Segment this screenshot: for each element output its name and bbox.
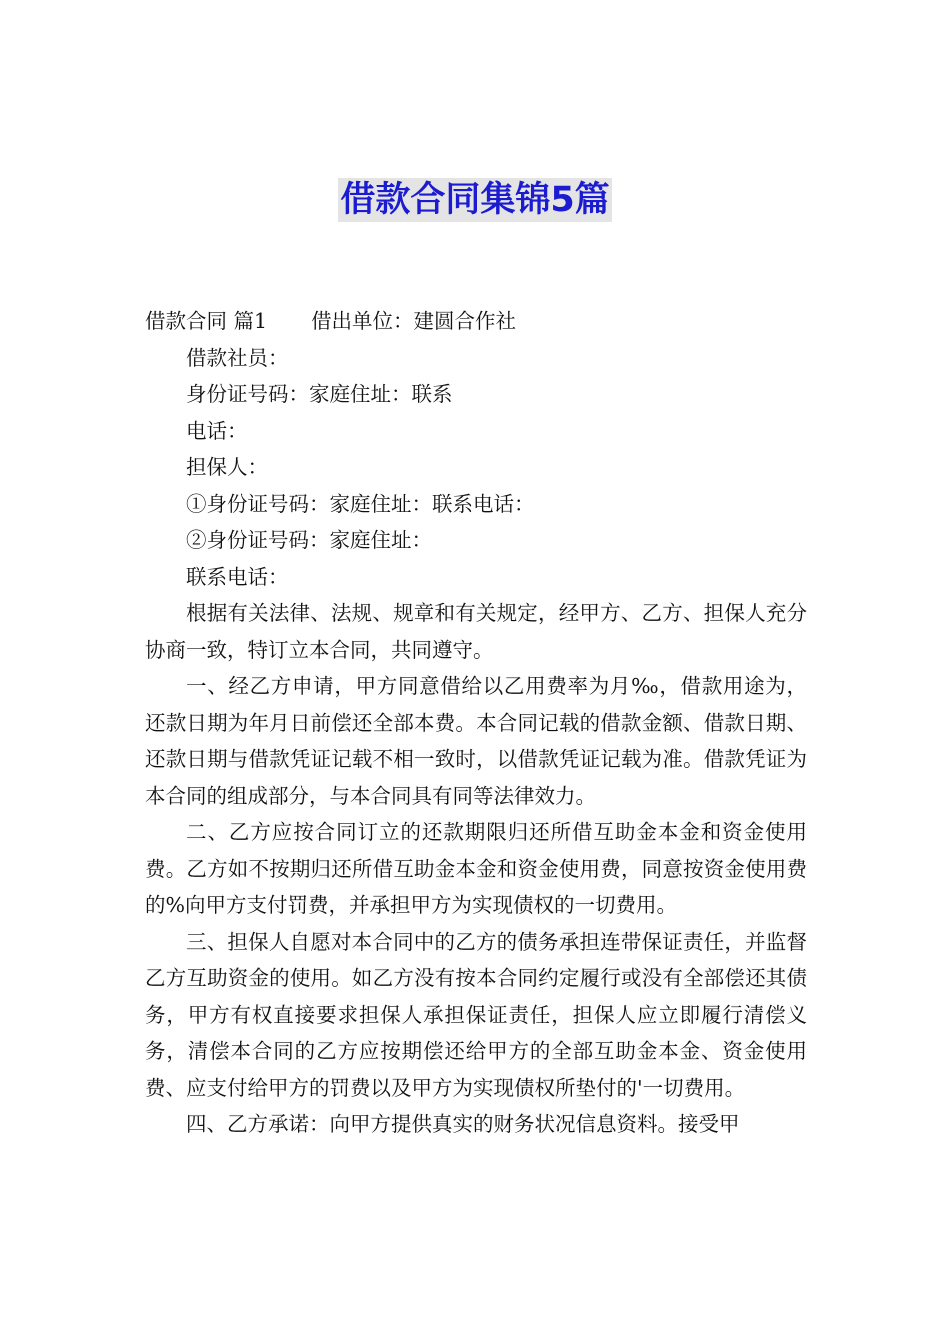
- borrower-line: 借款社员：: [186, 345, 289, 370]
- document-body: [145, 303, 807, 1143]
- page-title-text: 借款合同集锦5篇: [340, 180, 610, 220]
- paragraph-clause-2: 二、乙方应按合同订立的还款期限归还所借互助金本金和资金使用费。乙方如不按期归还所借互助金本金和资金使用费，同意按资金使用费的%向甲方支付罚费，并承担甲方为实现债权的一切费用。: [145, 820, 807, 917]
- id-address-line: 身份证号码：家庭住址：联系: [186, 382, 453, 406]
- guarantor-line: 担保人：: [186, 455, 268, 479]
- phone-line: 电话：: [186, 418, 248, 443]
- guarantor-2-phone-line: 联系电话：: [186, 564, 289, 589]
- section-heading-line: [145, 303, 807, 340]
- section-heading: 借款合同 篇1: [145, 309, 268, 333]
- paragraph-clause-1: 一、经乙方申请，甲方同意借给以乙用费率为月‰，借款用途为，还款日期为年月日前偿还全部本费。本合同记载的借款金额、借款日期、还款日期与借款凭证记载不相一致时，以借款凭证记载为准。借款凭证为本合同的组成部分，与本合同具有同等法律效力。: [145, 674, 807, 808]
- page-title: [0, 176, 950, 224]
- paragraph-clause-4: 四、乙方承诺：向甲方提供真实的财务状况信息资料。接受甲: [186, 1112, 740, 1136]
- paragraph-clause-3: 三、担保人自愿对本合同中的乙方的债务承担连带保证责任，并监督乙方互助资金的使用。如乙方没有按本合同约定履行或没有全部偿还其债务，甲方有权直接要求担保人承担保证责任，担保人应立即履行清偿义务，清偿本合同的乙方应按期偿还给甲方的全部互助金本金、资金使用费、应支付给甲方的罚费以及甲方为实现债权所垫付的'一切费用。: [145, 929, 807, 1100]
- paragraph-intro: 根据有关法律、法规、规章和有关规定，经甲方、乙方、担保人充分协商一致，特订立本合同，共同遵守。: [145, 601, 807, 662]
- guarantor-2-line: ②身份证号码：家庭住址：: [186, 528, 432, 552]
- lender-line: 借出单位：建圆合作社: [311, 309, 517, 333]
- guarantor-1-line: ①身份证号码：家庭住址：联系电话：: [186, 491, 535, 516]
